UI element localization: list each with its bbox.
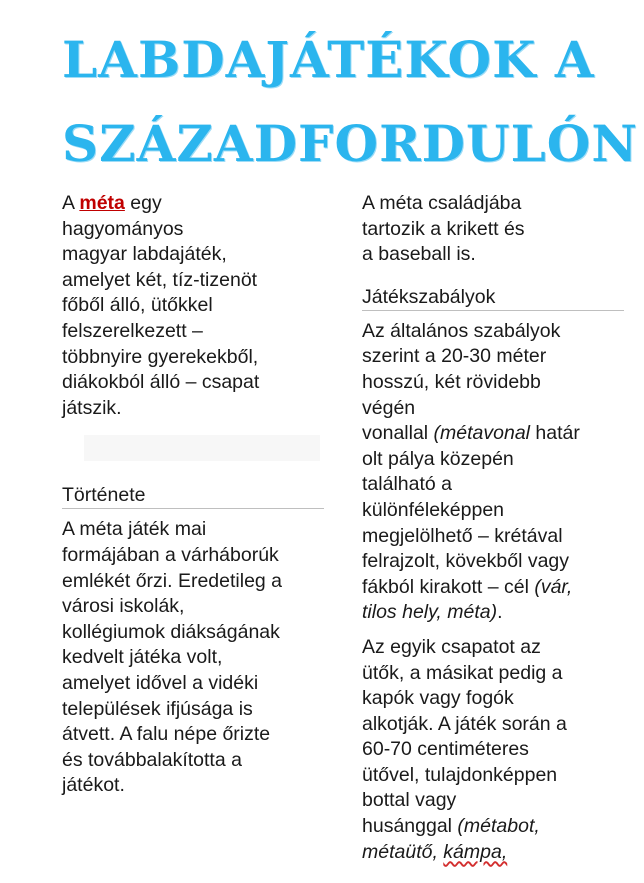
teams-line: husánggal xyxy=(362,815,458,838)
intro-line: játszik. xyxy=(62,396,122,419)
history-line: játékot. xyxy=(62,774,125,797)
rules-heading: Játékszabályok xyxy=(362,285,624,311)
intro-line: felszerelkezett – xyxy=(62,319,203,342)
family-line: a baseball is. xyxy=(362,243,476,266)
history-line: városi iskolák, xyxy=(62,595,185,618)
family-line: tartozik a krikett és xyxy=(362,217,525,240)
title-line-1: LABDAJÁTÉKOK A xyxy=(62,30,595,89)
intro-line: diákokból álló – csapat xyxy=(62,371,260,394)
family-paragraph xyxy=(362,191,624,268)
family-line: A méta családjába xyxy=(362,192,522,214)
rules-line: szerint a 20-30 méter xyxy=(362,345,547,368)
history-line: formájában a várháborúk xyxy=(62,543,279,566)
rules-line: Az általános szabályok xyxy=(362,319,561,342)
rules-italic: (vár, xyxy=(534,575,573,598)
history-line: amelyet idővel a vidéki xyxy=(62,671,259,694)
rules-line: felrajzolt, kövekből vagy xyxy=(362,550,570,573)
teams-italic: métaütő, xyxy=(362,840,444,863)
history-line: A méta játék mai xyxy=(62,518,207,541)
rules-line: található a xyxy=(362,473,452,496)
intro-text: A xyxy=(62,192,80,214)
teams-line: kapók vagy fogók xyxy=(362,687,514,710)
left-column xyxy=(62,191,324,799)
history-line: átvett. A falu népe őrizte xyxy=(62,723,271,746)
teams-line: ütők, a másikat pedig a xyxy=(362,661,563,684)
intro-line: magyar labdajáték, xyxy=(62,243,227,266)
history-line: emlékét őrzi. Eredetileg a xyxy=(62,569,283,592)
intro-paragraph xyxy=(62,191,324,421)
rules-line: hosszú, két rövidebb xyxy=(362,370,541,393)
rules-italic: tilos hely, méta) xyxy=(362,601,498,624)
rules-line: . xyxy=(497,601,503,624)
rules-line: végén xyxy=(362,396,416,419)
rules-line: fákból kirakott – cél xyxy=(362,575,535,598)
meta-link[interactable]: méta xyxy=(79,192,125,214)
right-column xyxy=(362,191,624,865)
history-line: kedvelt játéka volt, xyxy=(62,646,223,669)
intro-line: többnyire gyerekekből, xyxy=(62,345,259,368)
intro-line: főből álló, ütőkkel xyxy=(62,294,213,317)
teams-line: 60-70 centiméteres xyxy=(362,738,529,761)
rules-line: olt pálya közepén xyxy=(362,447,514,470)
rules-line: különféleképpen xyxy=(362,498,505,521)
teams-line: alkotják. A játék során a xyxy=(362,712,567,735)
spellcheck-word: kámpa, xyxy=(443,840,508,863)
teams-italic: (métabot, xyxy=(457,815,540,838)
intro-line: hagyományos xyxy=(62,217,184,240)
blank-box xyxy=(84,435,320,461)
rules-italic: (métavonal xyxy=(433,422,531,445)
title-line-2: SZÁZADFORDULÓN xyxy=(62,114,639,173)
intro-line: amelyet két, tíz-tizenöt xyxy=(62,268,258,291)
history-line: és továbbalakította a xyxy=(62,748,242,771)
teams-line: Az egyik csapatot az xyxy=(362,635,541,658)
history-line: kollégiumok diákságának xyxy=(62,620,280,643)
teams-paragraph xyxy=(362,635,624,865)
teams-line: ütővel, tulajdonképpen xyxy=(362,763,558,786)
history-line: települések ifjúsága is xyxy=(62,697,253,720)
intro-line: egy xyxy=(124,192,162,214)
history-paragraph xyxy=(62,517,324,799)
rules-line: határ xyxy=(530,422,580,445)
history-heading: Története xyxy=(62,483,324,509)
teams-line: bottal vagy xyxy=(362,789,457,812)
page-title xyxy=(62,18,639,186)
rules-line: vonallal xyxy=(362,422,434,445)
rules-paragraph xyxy=(362,319,624,626)
rules-line: megjelölhető – krétával xyxy=(362,524,563,547)
